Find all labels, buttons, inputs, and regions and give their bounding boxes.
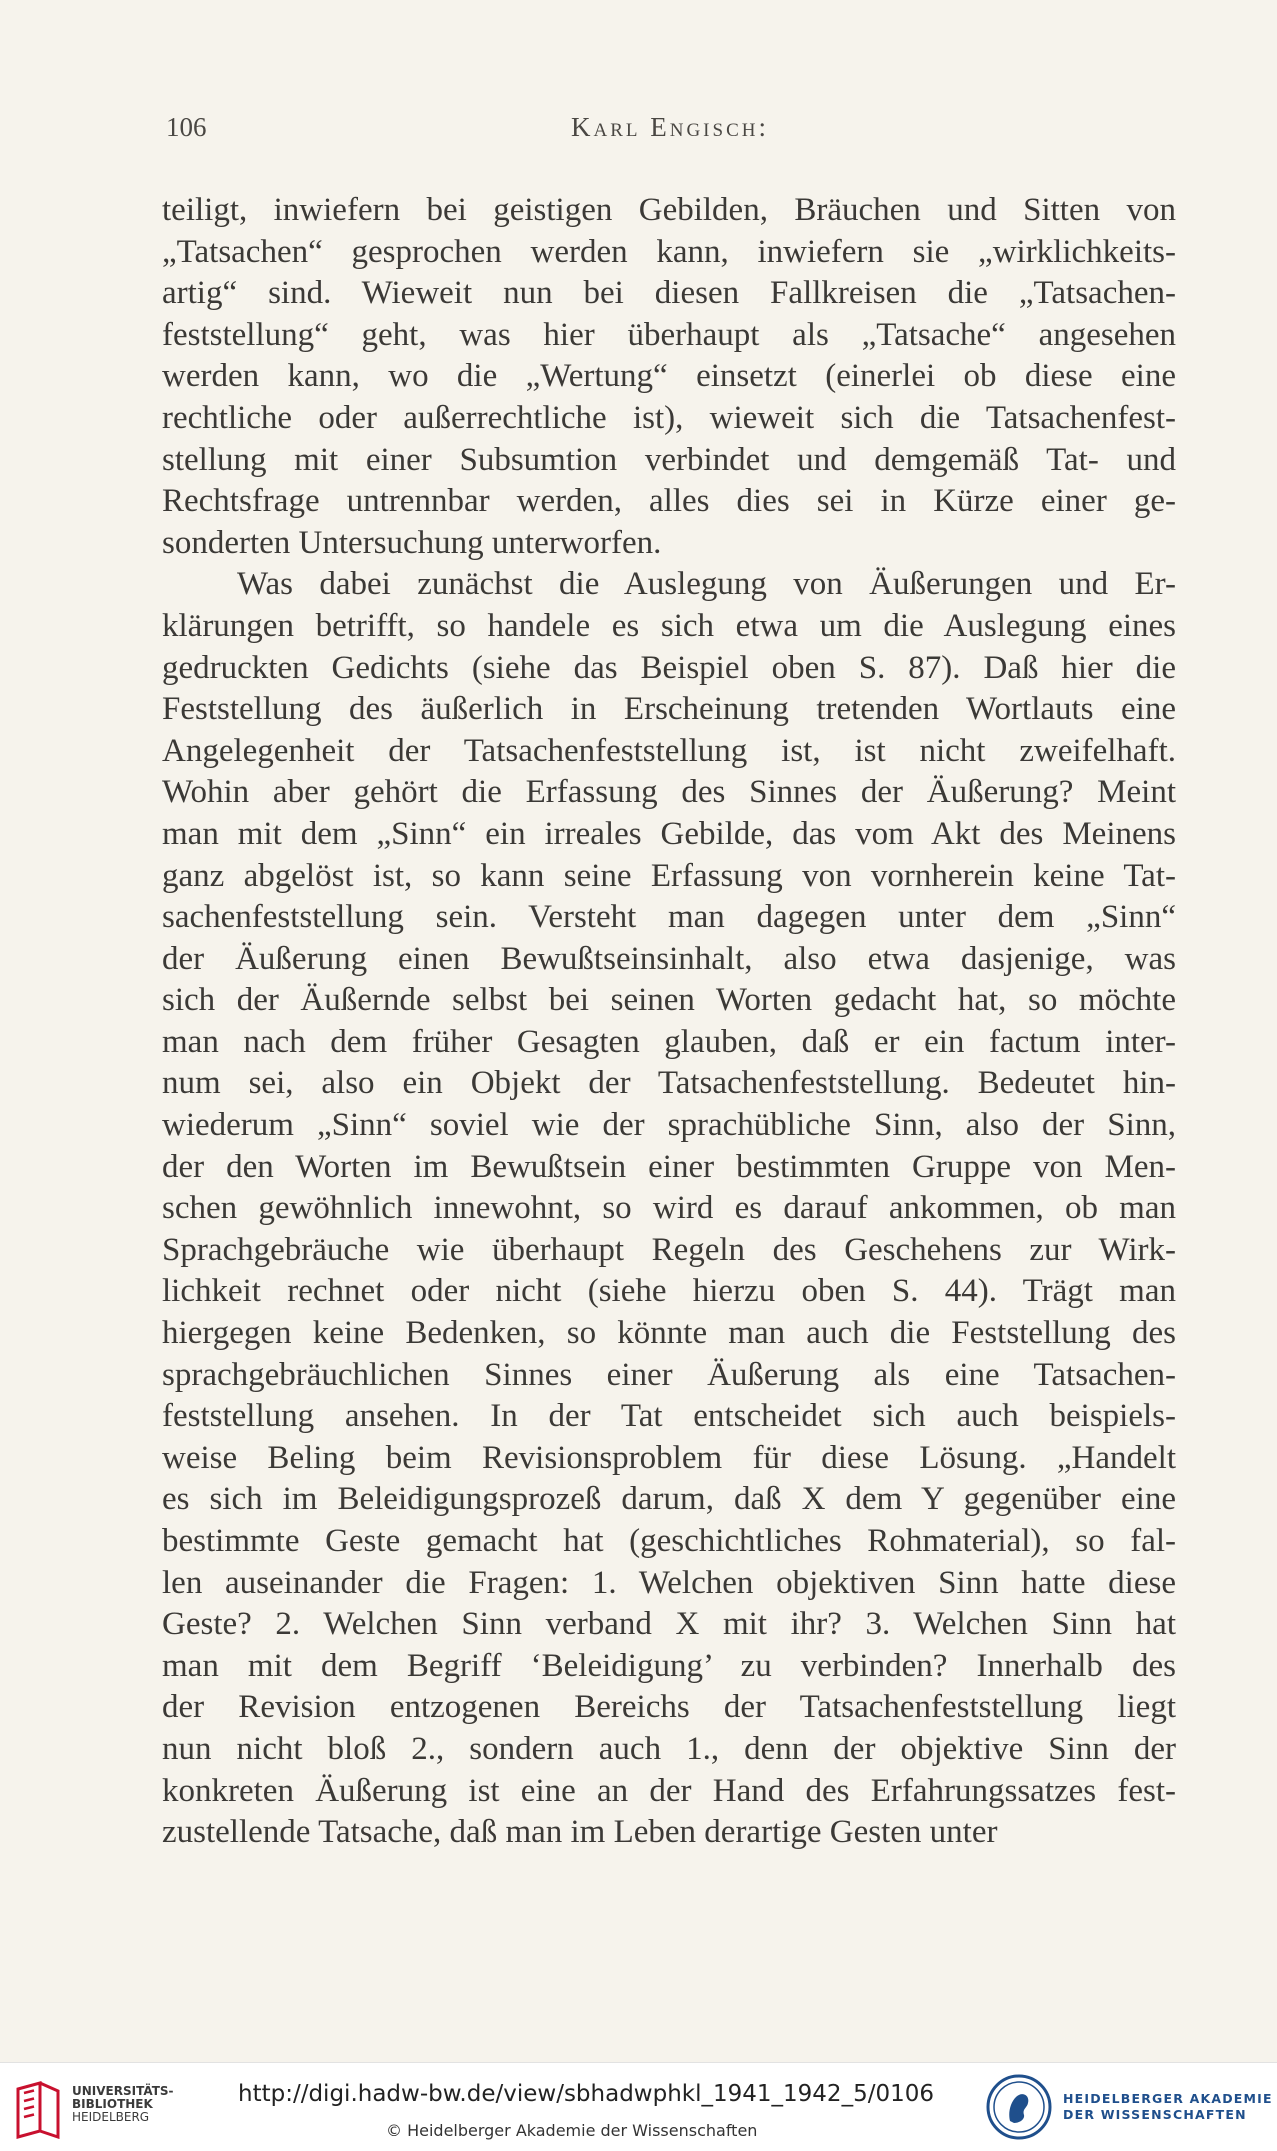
text-line: Rechtsfrage untrennbar werden, alles dies sei in Kürze einer ge- xyxy=(162,483,1176,520)
text-line: bestimmte Geste gemacht hat (geschichtliches Rohmaterial), so fal- xyxy=(162,1523,1176,1559)
text-line: feststellung“ geht, was hier überhaupt als „Tatsache“ angesehen xyxy=(162,316,1176,353)
text-line: werden kann, wo die „Wertung“ einsetzt (einerlei ob diese eine xyxy=(162,358,1176,395)
academy-name-line1: HEIDELBERGER AKADEMIE xyxy=(1063,2091,1273,2106)
text-line: man mit dem „Sinn“ ein irreales Gebilde, das vom Akt des Meinens xyxy=(162,815,1176,852)
text-line: Geste? 2. Welchen Sinn verband X mit ihr? 3. Welchen Sinn hat xyxy=(162,1606,1176,1643)
university-library-name xyxy=(72,2085,174,2124)
text-line: stellung mit einer Subsumtion verbindet und demgemäß Tat- und xyxy=(162,441,1176,478)
text-line: „Tatsachen“ gesprochen werden kann, inwiefern sie „wirklichkeits- xyxy=(162,233,1176,270)
text-line: der Äußerung einen Bewußtseinsinhalt, also etwa dasjenige, was xyxy=(162,940,1176,977)
text-line: konkreten Äußerung ist eine an der Hand des Erfahrungssatzes fest- xyxy=(162,1772,1176,1809)
academy-name xyxy=(1063,2091,1273,2123)
text-line: nun nicht bloß 2., sondern auch 1., denn der objektive Sinn der xyxy=(162,1730,1176,1767)
university-name-line2: BIBLIOTHEK xyxy=(72,2097,153,2111)
text-line: sich der Äußernde selbst bei seinen Worten gedacht hat, so möchte xyxy=(162,982,1176,1019)
copyright-notice: © Heidelberger Akademie der Wissenschaften xyxy=(386,2121,758,2140)
page-number: 106 xyxy=(166,112,207,142)
viewer-footer xyxy=(0,2062,1277,2151)
text-line: gedruckten Gedichts (siehe das Beispiel oben S. 87). Daß hier die xyxy=(162,649,1176,686)
permalink-url[interactable]: http://digi.hadw-bw.de/view/sbhadwphkl_1941_1942_5/0106 xyxy=(238,2081,934,2107)
university-library-logo-icon xyxy=(14,2081,64,2139)
text-line: lichkeit rechnet oder nicht (siehe hierzu oben S. 44). Trägt man xyxy=(162,1273,1176,1310)
text-line: num sei, also ein Objekt der Tatsachenfeststellung. Bedeutet hin- xyxy=(162,1065,1176,1102)
text-line: hiergegen keine Bedenken, so könnte man auch die Feststellung des xyxy=(162,1315,1176,1352)
text-line: len auseinander die Fragen: 1. Welchen objektiven Sinn hatte diese xyxy=(162,1564,1176,1601)
university-name-line3: HEIDELBERG xyxy=(72,2110,150,2124)
text-line: weise Beling beim Revisionsproblem für diese Lösung. „Handelt xyxy=(162,1439,1176,1476)
text-line: Feststellung des äußerlich in Erscheinung tretenden Wortlauts eine xyxy=(162,691,1176,728)
text-line: Wohin aber gehört die Erfassung des Sinnes der Äußerung? Meint xyxy=(162,774,1176,811)
text-line: ganz abgelöst ist, so kann seine Erfassung von vornherein keine Tat- xyxy=(162,857,1176,894)
text-line: feststellung ansehen. In der Tat entscheidet sich auch beispiels- xyxy=(162,1398,1176,1435)
header-author: Karl Engisch: xyxy=(571,112,769,142)
text-line: Sprachgebräuche wie überhaupt Regeln des Geschehens zur Wirk- xyxy=(162,1231,1176,1268)
text-line: der den Worten im Bewußtsein einer bestimmten Gruppe von Men- xyxy=(162,1148,1176,1185)
text-line: zustellende Tatsache, daß man im Leben derartige Gesten unter xyxy=(162,1814,998,1851)
text-line: teiligt, inwiefern bei geistigen Gebilden, Bräuchen und Sitten von xyxy=(162,192,1176,228)
university-name-line1: UNIVERSITÄTS- xyxy=(72,2084,174,2098)
running-head xyxy=(166,112,1176,152)
text-line: klärungen betrifft, so handele es sich etwa um die Auslegung eines xyxy=(162,607,1176,644)
text-line: schen gewöhnlich innewohnt, so wird es darauf ankommen, ob man xyxy=(162,1190,1176,1227)
text-line: Was dabei zunächst die Auslegung von Äußerungen und Er- xyxy=(237,566,1176,603)
text-line: wiederum „Sinn“ soviel wie der sprachübliche Sinn, also der Sinn, xyxy=(162,1107,1176,1144)
text-line: artig“ sind. Wieweit nun bei diesen Fallkreisen die „Tatsachen- xyxy=(162,275,1176,312)
text-line: man nach dem früher Gesagten glauben, daß er ein factum inter- xyxy=(162,1023,1176,1060)
text-line: sprachgebräuchlichen Sinnes einer Äußerung als eine Tatsachen- xyxy=(162,1356,1176,1393)
text-line: sachenfeststellung sein. Versteht man dagegen unter dem „Sinn“ xyxy=(162,899,1176,936)
academy-name-line2: DER WISSENSCHAFTEN xyxy=(1063,2107,1247,2122)
text-line: man mit dem Begriff ‘Beleidigung’ zu verbinden? Innerhalb des xyxy=(162,1647,1176,1684)
text-line: sonderten Untersuchung unterworfen. xyxy=(162,524,662,561)
academy-seal-icon xyxy=(986,2073,1052,2141)
text-line: es sich im Beleidigungsprozeß darum, daß X dem Y gegenüber eine xyxy=(162,1481,1176,1518)
body-text xyxy=(162,190,1176,1854)
text-line: rechtliche oder außerrechtliche ist), wieweit sich die Tatsachenfest- xyxy=(162,399,1176,436)
text-line: der Revision entzogenen Bereichs der Tatsachenfeststellung liegt xyxy=(162,1689,1176,1726)
text-line: Angelegenheit der Tatsachenfeststellung ist, ist nicht zweifelhaft. xyxy=(162,732,1176,769)
